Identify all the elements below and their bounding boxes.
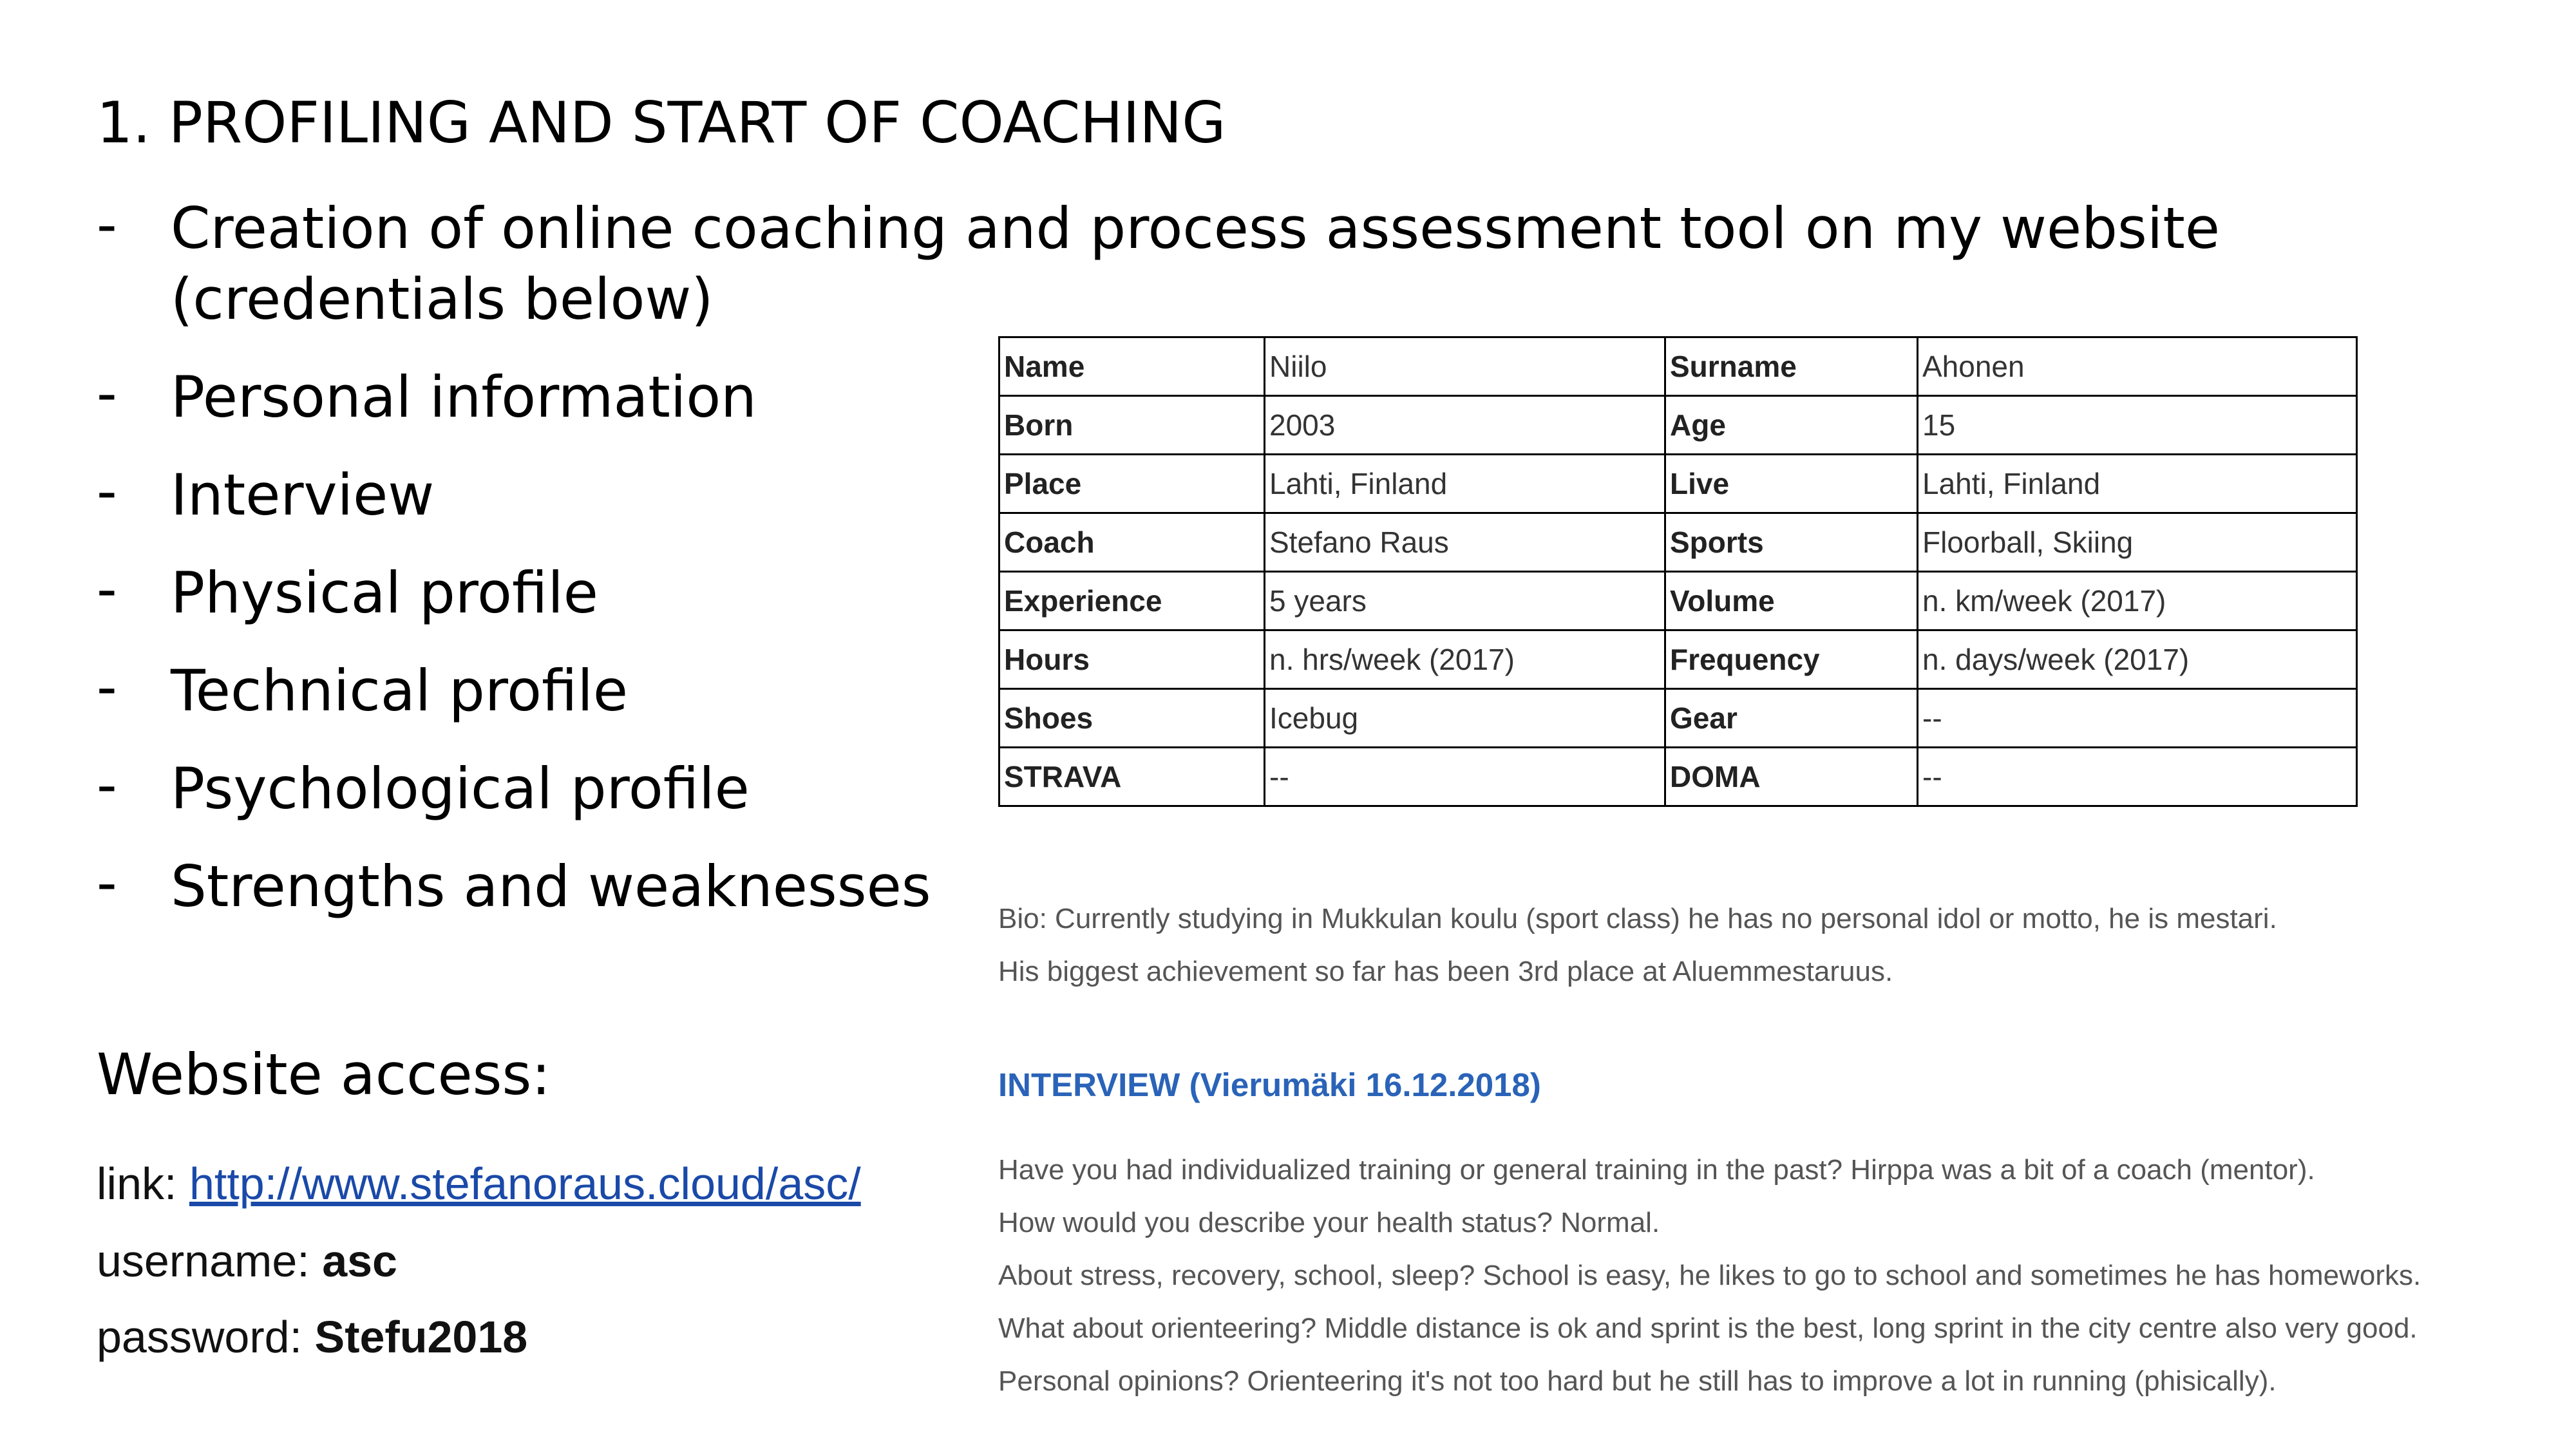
table-row <box>999 689 2357 748</box>
bullet-text: Creation of online coaching and process assessment tool on my website (credentials below) <box>171 195 2220 332</box>
field-value: Niilo <box>1265 337 1665 396</box>
table-row <box>999 337 2357 396</box>
link-line <box>97 1158 934 1210</box>
username-line <box>97 1235 934 1287</box>
bullet-dash: - <box>97 654 117 720</box>
field-value: n. km/week (2017) <box>1918 572 2357 630</box>
bullet-dash: - <box>97 849 117 916</box>
username-label: username: <box>97 1236 310 1286</box>
bullet-text: Psychological profile <box>171 755 750 822</box>
bullet-dash: - <box>97 752 117 818</box>
field-label: Live <box>1665 455 1918 513</box>
interview-line: Personal opinions? Orienteering it's not too hard but he still has to improve a lot in running (phisically). <box>998 1365 2277 1397</box>
field-label: Surname <box>1665 337 1918 396</box>
bullet-dash: - <box>97 458 117 524</box>
field-value: Stefano Raus <box>1265 513 1665 572</box>
password-value: Stefu2018 <box>314 1312 528 1362</box>
field-value: Ahonen <box>1918 337 2357 396</box>
table-row <box>999 748 2357 806</box>
table-row <box>999 572 2357 630</box>
field-value: -- <box>1918 748 2357 806</box>
field-value: n. hrs/week (2017) <box>1265 630 1665 689</box>
password-line <box>97 1311 934 1363</box>
field-value: Lahti, Finland <box>1918 455 2357 513</box>
bullet-text: Strengths and weaknesses <box>171 853 931 920</box>
bullet-dash: - <box>97 556 117 622</box>
website-access-title: Website access: <box>97 1041 551 1108</box>
password-label: password: <box>97 1312 303 1362</box>
bullet-dash: - <box>97 191 117 258</box>
bullet-text: Interview <box>171 462 435 528</box>
field-label: Volume <box>1665 572 1918 630</box>
table-row <box>999 630 2357 689</box>
interview-line: How would you describe your health status? Normal. <box>998 1207 1660 1238</box>
field-value: 2003 <box>1265 396 1665 455</box>
field-label: Gear <box>1665 689 1918 748</box>
bullet-dash: - <box>97 360 117 426</box>
field-label: Age <box>1665 396 1918 455</box>
website-link[interactable]: http://www.stefanoraus.cloud/asc/ <box>189 1159 861 1209</box>
field-value: -- <box>1265 748 1665 806</box>
field-value: 15 <box>1918 396 2357 455</box>
table-row <box>999 396 2357 455</box>
field-value: Icebug <box>1265 689 1665 748</box>
bullet-text: Technical profile <box>171 658 629 724</box>
field-label: Coach <box>999 513 1265 572</box>
personal-info-table <box>998 336 2358 807</box>
interview-line: Have you had individualized training or general training in the past? Hirppa was a bit of a coach (mentor). <box>998 1154 2315 1186</box>
slide-heading: 1. PROFILING AND START OF COACHING <box>97 90 1226 156</box>
bullet-text: Personal information <box>171 364 757 430</box>
bullet-item <box>97 193 2222 335</box>
interview-line: About stress, recovery, school, sleep? School is easy, he likes to go to school and sometimes he has homeworks. <box>998 1260 2421 1291</box>
username-value: asc <box>322 1236 397 1286</box>
interview-title: INTERVIEW (Vierumäki 16.12.2018) <box>998 1066 1541 1103</box>
bullet-text: Physical profile <box>171 560 598 626</box>
field-value: Floorball, Skiing <box>1918 513 2357 572</box>
field-value: -- <box>1918 689 2357 748</box>
field-label: Place <box>999 455 1265 513</box>
bio-line: His biggest achievement so far has been 3rd place at Aluemmestaruus. <box>998 956 1893 987</box>
field-label: Name <box>999 337 1265 396</box>
field-label: STRAVA <box>999 748 1265 806</box>
field-value: Lahti, Finland <box>1265 455 1665 513</box>
field-label: DOMA <box>1665 748 1918 806</box>
interview-line: What about orienteering? Middle distance is ok and sprint is the best, long sprint in the city centre also very good. <box>998 1312 2418 1344</box>
field-label: Hours <box>999 630 1265 689</box>
field-label: Experience <box>999 572 1265 630</box>
field-label: Frequency <box>1665 630 1918 689</box>
field-label: Sports <box>1665 513 1918 572</box>
table-row <box>999 455 2357 513</box>
field-label: Born <box>999 396 1265 455</box>
field-value: n. days/week (2017) <box>1918 630 2357 689</box>
bio-line: Bio: Currently studying in Mukkulan koulu (sport class) he has no personal idol or motto, he is mestari. <box>998 903 2277 934</box>
link-label: link: <box>97 1159 177 1209</box>
field-value: 5 years <box>1265 572 1665 630</box>
table-row <box>999 513 2357 572</box>
field-label: Shoes <box>999 689 1265 748</box>
